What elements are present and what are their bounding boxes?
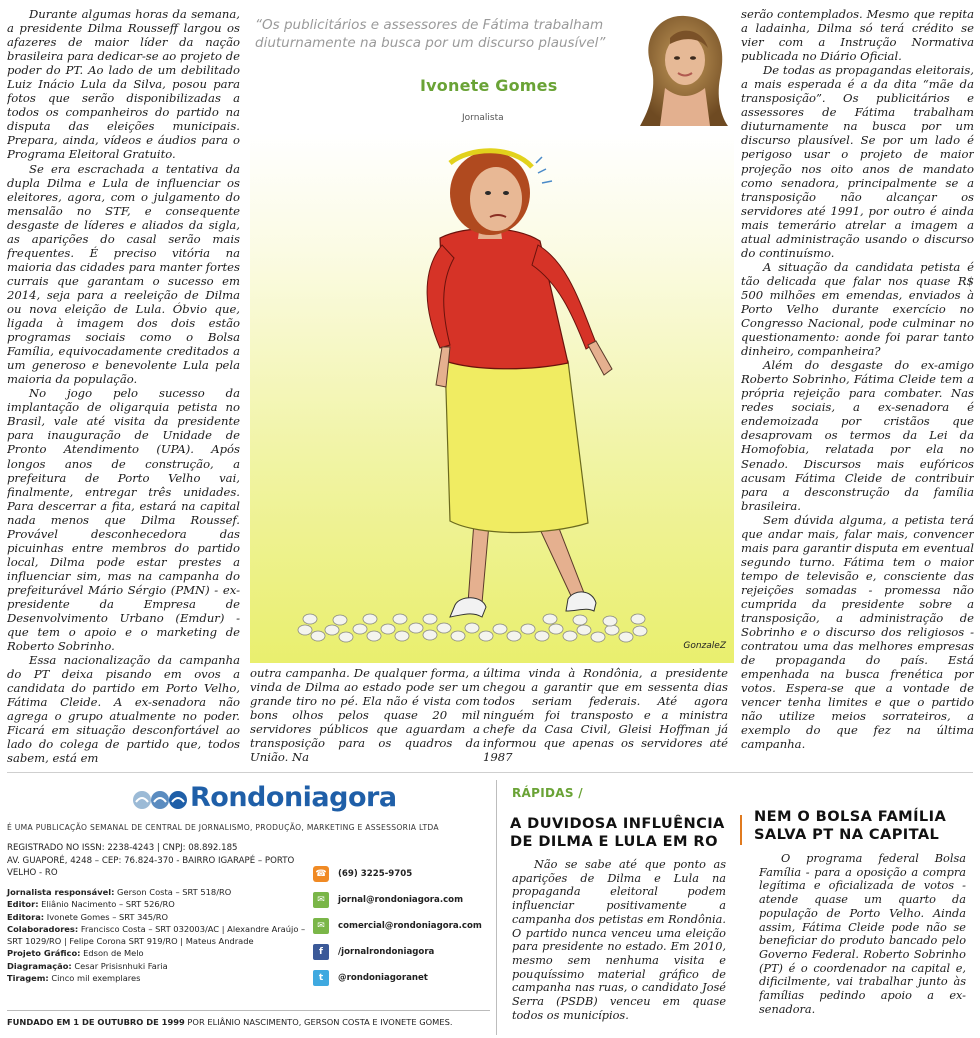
article-paragraph: Durante algumas horas da semana, a presidente Dilma Rousseff largou os afazeres de maior líder da nação brasileira para dedicar-se ao projeto de poder do PT. Ao lado de um debilitado Luiz Inácio Lula da Silva, posou para fotos que serão disponibilizadas a todos os companheiros do partido na disputa das eleições municipais. Prepara, ainda, vídeos e áudios para o Programa Eleitoral Gratuito. [7, 7, 240, 162]
contact-phone[interactable]: ☎ (69) 3225-9705 [313, 862, 493, 885]
registration-line: REGISTRADO NO ISSN: 2238-4243 | CNPJ: 08.892.185 [7, 843, 238, 853]
article-column-mid-1 [250, 666, 480, 764]
credit-line: Projeto Gráfico: Edson de Melo [7, 948, 144, 959]
author-photo [630, 8, 735, 126]
rapidas-section-tag: RÁPIDAS / [512, 786, 583, 800]
logo-mark-icon [130, 780, 190, 820]
article-column-left [7, 7, 240, 767]
brief-body [512, 858, 726, 1036]
cartoon-signature: GonzaleZ [683, 641, 726, 651]
author-role: Jornalista [462, 113, 504, 123]
credit-line: Editor: Eliânio Nacimento – SRT 526/RO [7, 899, 175, 910]
article-paragraph: serão contemplados. Mesmo que repita a ladainha, Dilma só terá crédito se vier com a Instrução Normativa publicada no Diário Oficial. [741, 7, 974, 64]
contact-email-comercial[interactable]: ✉ comercial@rondoniagora.com [313, 914, 493, 937]
article-paragraph: De todas as propagandas eleitorais, a mais esperada é a da dita “mãe da transposição”. Os publicitários e assessores de Fátima trabalham diuturnamente na busca por um discurso plausível. Se por um lado é perigoso usar o projeto de maior projeção nos oito anos de mandato como senadora, principalmente se a transposição não alcançar os servidores até 1991, por outro é ainda mais temerário atrelar a imagem a atual administração usando o discurso do continuísmo. [741, 63, 974, 260]
contact-list [313, 862, 493, 992]
credit-line: Editora: Ivonete Gomes – SRT 345/RO [7, 911, 169, 922]
article-paragraph: outra campanha. De qualquer forma, a vinda de Dilma ao estado pode ser um grande tiro no pé. Ela não é vista com bons olhos pelos quase 20 mil servidores públicos que aguardam a transposição para os quadros da União. Na [250, 666, 480, 764]
article-paragraph: última vinda à Rondônia, a presidente chegou a garantir que em sessenta dias todos seriam federais. Até agora ninguém foi transposto e a ministra chefe da Casa Civil, Gleisi Hoffman já informou que apenas os servidores até 1987 [483, 666, 728, 764]
article-column-mid-2 [483, 666, 728, 764]
address-line: AV. GUAPORÉ, 4248 – CEP: 76.824-370 - BAIRRO IGARAPÉ – PORTO VELHO - RO [7, 855, 295, 879]
credit-line: Tiragem: Cinco mil exemplares [7, 973, 141, 984]
article-paragraph: Sem dúvida alguma, a petista terá que andar mais, falar mais, convencer mais para garantir disputa em eventual segundo turno. Fátima tem o maior tempo de televisão e, consciente das rejeições somadas - promessa não cumprida da presidente sobre a transposição, a administração de Sobrinho e o discurso dos religiosos - contratou uma das melhores empresas de propaganda do país. Está empenhada na busca frenética por votos. Espera-se que a vontade de vencer tenha limites e que o partido não utilize meios sorrateiros, a exemplo do que fez na última campanha. [741, 512, 974, 752]
registration-info [7, 842, 307, 880]
editorial-cartoon [250, 133, 734, 663]
eggs-group [298, 614, 647, 642]
credit-line: Colaboradores: Francisco Costa – SRT 032003/AC | Alexandre Araújo – SRT 1029/RO | Felipe Corona SRT 919/RO | Mateus Andrade [7, 923, 306, 947]
mail-icon: ✉ [313, 892, 329, 908]
cartoon-illustration [250, 133, 734, 663]
author-name: Ivonete Gomes [420, 76, 558, 95]
facebook-icon: f [313, 944, 329, 960]
contact-facebook[interactable]: f /jornalrondoniagora [313, 940, 493, 963]
brief-headline: NEM O BOLSA FAMÍLIA SALVA PT NA CAPITAL [754, 808, 947, 843]
brief-body [759, 852, 966, 1036]
founded-line: FUNDADO EM 1 DE OUTUBRO DE 1999 POR ELIÂNIO NASCIMENTO, GERSON COSTA E IVONETE GOMES. [7, 1017, 453, 1027]
phone-icon: ☎ [313, 866, 329, 882]
brief-paragraph: Não se sabe até que ponto as aparições de Dilma e Lula na propaganda eleitoral podem influenciar positivamente a campanha dos petistas em Rondônia. O partido nunca venceu uma eleição para presidente no estado. Em 2010, mesmo sem nenhuma visita e pouquíssimo material gráfico de campanha nas ruas, o candidato José Serra (PSDB) venceu em quase todos os municípios. [512, 858, 726, 1022]
twitter-icon: t [313, 970, 329, 986]
column-divider [496, 780, 497, 1035]
pull-quote: “Os publicitários e assessores de Fátima trabalham diuturnamente na busca por um discurso plausível” [255, 17, 606, 51]
article-paragraph: Se era escrachada a tentativa da dupla Dilma e Lula de influenciar os eleitores, agora, com o julgamento do mensalão no STF, e consequente desgaste de líderes e aliados da sigla, as aparições do casal serão mais frequentes. É preciso vitória na maioria das cidades para manter fortes currais que garantam o sucesso em 2014, seja para a reeleição de Dilma ou nova eleição de Lula. Óbvio que, ligada à imagem dos dois estão programas sociais como o Bolsa Família, equivocadamente creditados a um generoso e benevolente Lula pela maioria da população. [7, 161, 240, 387]
credit-line: Jornalista responsável: Gerson Costa – SRT 518/RO [7, 887, 232, 897]
logo-text: Rondoniagora [190, 782, 397, 813]
staff-credits [7, 886, 307, 984]
contact-email-jornal[interactable]: ✉ jornal@rondoniagora.com [313, 888, 493, 911]
credit-line: Diagramação: Cesar Prisisnhuki Faria [7, 960, 168, 971]
article-column-right [741, 7, 974, 767]
rondoniagora-logo [130, 780, 430, 820]
mail-icon: ✉ [313, 918, 329, 934]
contact-twitter[interactable]: t @rondoniagoranet [313, 966, 493, 989]
publication-line: É UMA PUBLICAÇÃO SEMANAL DE CENTRAL DE JORNALISMO, PRODUÇÃO, MARKETING E ASSESSORIA LTDA [7, 823, 439, 832]
brief-headline: A DUVIDOSA INFLUÊNCIA DE DILMA E LULA EM RO [510, 815, 725, 850]
article-paragraph: No jogo pelo sucesso da implantação de oligarquia petista no Brasil, vale até visita da presidente para inauguração de Unidade de Pronto Atendimento (UPA). Após longos anos de construção, a prefeitura de Porto Velho vai, finalmente, entregar três unidades. Para descerrar a fita, estará na capital nada menos que Dilma Roussef. Provável desconhecedora das picuinhas entre membros do partido local, Dilma pode estar prestes a influenciar sim, mas na campanha do prefeiturável Mário Sérgio (PMN) - ex-presidente da Empresa de Desenvolvimento Urbano (Emdur) - que tem o apoio e o marketing de Roberto Sobrinho. [7, 386, 240, 654]
brief-paragraph: O programa federal Bolsa Família - para a oposição a compra legítima e oficializada de votos - atende quase um quarto da população de Porto Velho. Ainda assim, Fátima Cleide pode não se beneficiar do produto bancado pelo Governo Federal. Roberto Sobrinho (PT) é o coordenador na capital e, dificilmente, vai trabalhar junto às famílias pedindo apoio a ex-senadora. [759, 852, 966, 1016]
section-divider [7, 772, 973, 773]
accent-bar [740, 815, 742, 845]
founded-divider [7, 1010, 490, 1011]
article-paragraph: Além do desgaste do ex-amigo Roberto Sobrinho, Fátima Cleide tem a própria rejeição para combater. Nas redes sociais, a ex-senadora é endemoizada por cristãos que desaprovam os termos da Lei da Homofobia, relatada por ela no Senado. Discursos mais eufóricos acusam Fátima Cleide de contribuir para a desconstrução da família brasileira. [741, 358, 974, 513]
article-paragraph: A situação da candidata petista é tão delicada que falar nos quase R$ 500 milhões em emendas, enviados à Porto Velho durante exercício no Congresso Nacional, pode culminar no questionamento: aonde foi parar tanto dinheiro, companheira? [741, 259, 974, 359]
article-paragraph: Essa nacionalização da campanha do PT deixa pisando em ovos a candidata do partido em Porto Velho, Fátima Cleide. A ex-senadora não agrega o grupo atualmente no poder. Ficará em situação desconfortável ao lado do colega de partido que, todos sabem, está em [7, 653, 240, 766]
